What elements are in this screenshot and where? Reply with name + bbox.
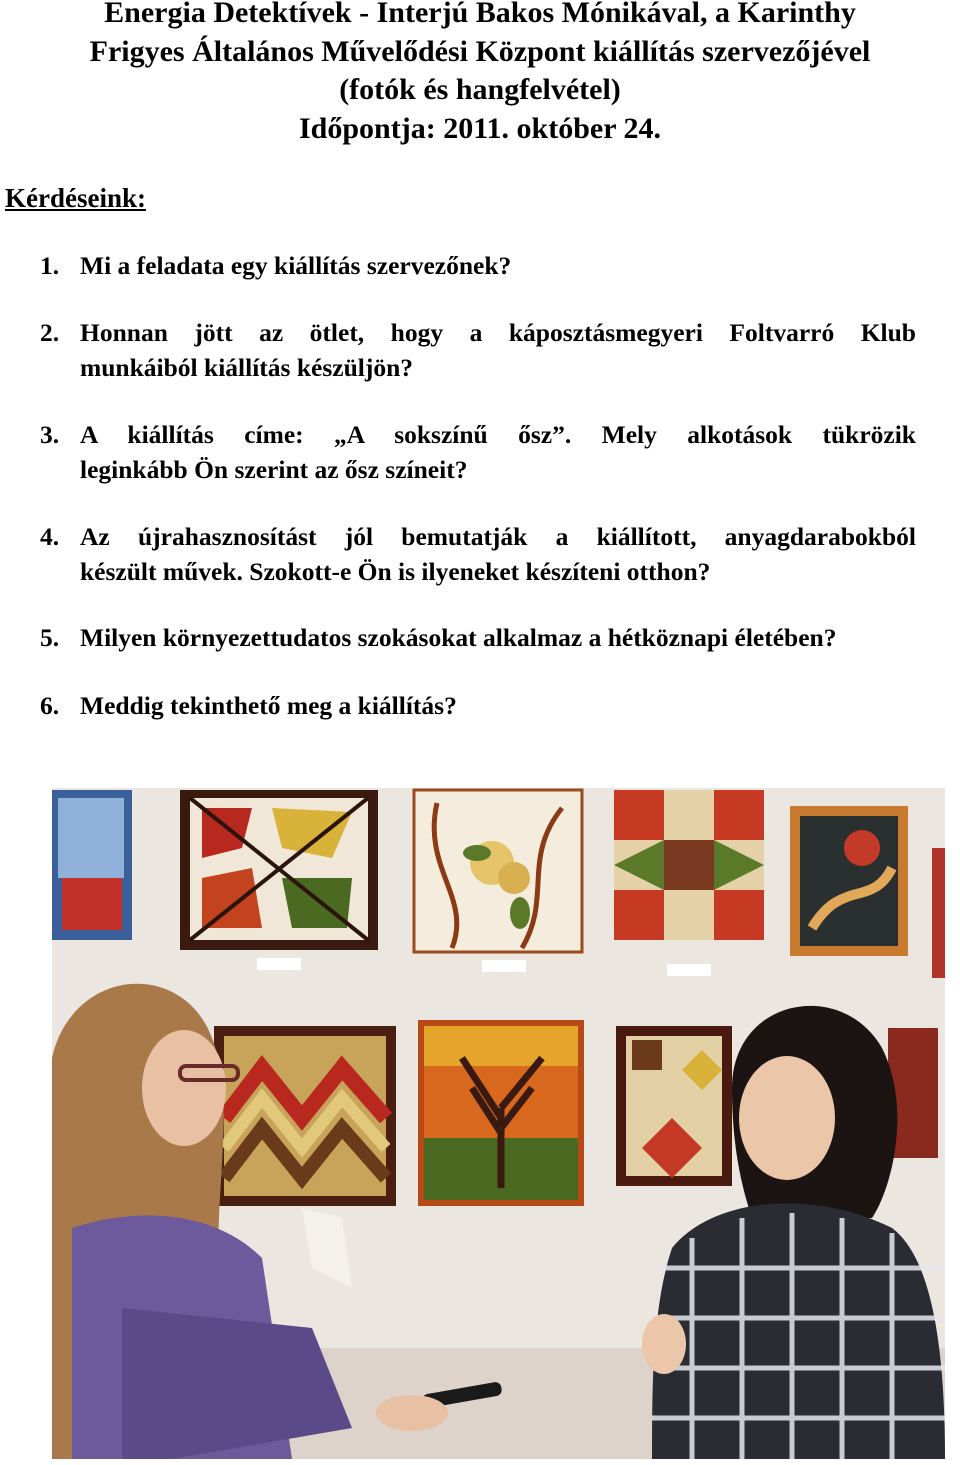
title-line-4: Időpontja: 2011. október 24. xyxy=(299,111,661,145)
quilt-top-2-leaves xyxy=(180,790,378,950)
question-number: 6. xyxy=(40,691,60,720)
quilt-middle-2-tree xyxy=(418,1020,584,1206)
quilt-top-5-abstract xyxy=(790,806,908,956)
question-6 xyxy=(0,688,916,723)
question-number: 5. xyxy=(40,623,60,652)
title-line-1: Energia Detektívek - Interjú Bakos Mónikával, a Karinthy xyxy=(104,0,856,29)
exhibition-photo xyxy=(52,788,945,1459)
question-number: 1. xyxy=(40,251,60,280)
question-5 xyxy=(0,620,916,655)
question-number: 3. xyxy=(40,420,60,449)
quilt-middle-3-patch xyxy=(616,1026,732,1186)
question-text: A kiállítás címe: „A sokszínű ősz”. Mely alkotások tükrözik leginkább Ön szerint az ősz színeit? xyxy=(80,420,916,484)
question-2 xyxy=(0,315,916,385)
question-3 xyxy=(0,417,916,487)
question-text: Honnan jött az ötlet, hogy a káposztásmegyeri Foltvarró Klub munkáiból kiállítás készüljön? xyxy=(80,318,916,382)
question-4 xyxy=(0,519,916,589)
quilt-top-4-star xyxy=(614,790,764,940)
document-title xyxy=(0,0,960,148)
quilt-top-3-flower xyxy=(414,790,582,952)
question-1 xyxy=(0,248,916,283)
question-text: Meddig tekinthető meg a kiállítás? xyxy=(80,691,457,720)
question-text: Az újrahasznosítást jól bemutatják a kiállított, anyagdarabokból készült művek. Szokott-e Ön is ilyeneket készíteni otthon? xyxy=(80,522,916,586)
title-line-2: Frigyes Általános Művelődési Központ kiállítás szervezőjével xyxy=(89,34,871,68)
exhibition-photo-illustration xyxy=(52,788,945,1459)
question-number: 4. xyxy=(40,522,60,551)
title-line-3: (fotók és hangfelvétel) xyxy=(339,73,621,106)
quilt-top-1 xyxy=(52,790,132,940)
question-text: Mi a feladata egy kiállítás szervezőnek? xyxy=(80,251,512,280)
question-number: 2. xyxy=(40,318,60,347)
quilt-middle-1-bargello xyxy=(214,1026,396,1206)
questions-heading: Kérdéseink: xyxy=(5,183,146,213)
question-text: Milyen környezettudatos szokásokat alkalmaz a hétköznapi életében? xyxy=(80,623,837,652)
